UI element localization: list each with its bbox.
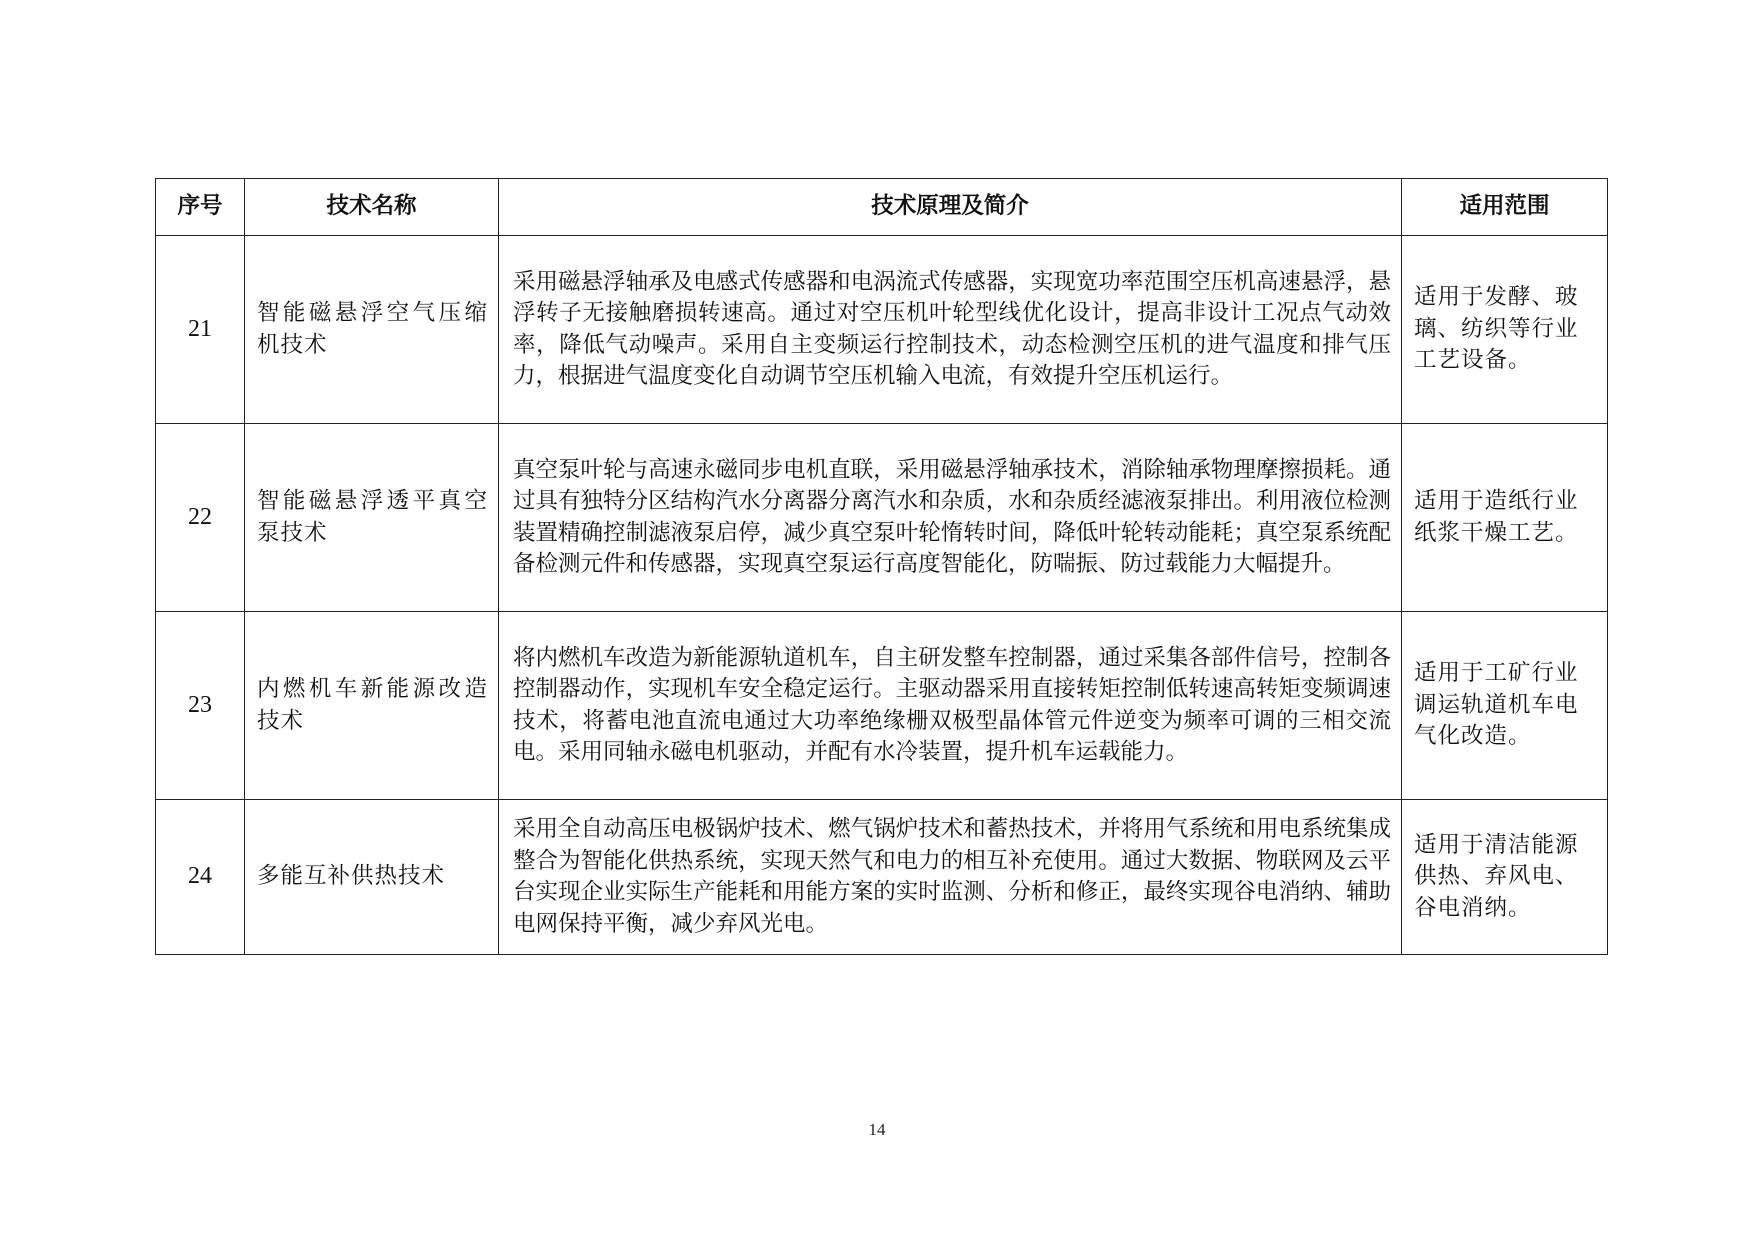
table-row	[156, 800, 1608, 955]
row-description: 真空泵叶轮与高速永磁同步电机直联，采用磁悬浮轴承技术，消除轴承物理摩擦损耗。通过具有独特分区结构汽水分离器分离汽水和杂质，水和杂质经滤液泵排出。利用液位检测装置精确控制滤液泵启停，减少真空泵叶轮惰转时间，降低叶轮转动能耗；真空泵系统配备检测元件和传感器，实现真空泵运行高度智能化，防喘振、防过载能力大幅提升。	[499, 424, 1402, 612]
technology-table	[155, 178, 1608, 955]
row-applicable-scope: 适用于工矿行业调运轨道机车电气化改造。	[1402, 612, 1608, 800]
table-body	[156, 236, 1608, 955]
row-applicable-scope: 适用于发酵、玻璃、纺织等行业工艺设备。	[1402, 236, 1608, 424]
table-row	[156, 612, 1608, 800]
row-description: 采用磁悬浮轴承及电感式传感器和电涡流式传感器，实现宽功率范围空压机高速悬浮，悬浮转子无接触磨损转速高。通过对空压机叶轮型线优化设计，提高非设计工况点气动效率，降低气动噪声。采用自主变频运行控制技术，动态检测空压机的进气温度和排气压力，根据进气温度变化自动调节空压机输入电流，有效提升空压机运行。	[499, 236, 1402, 424]
row-serial-number: 24	[156, 800, 245, 955]
row-applicable-scope: 适用于清洁能源供热、弃风电、谷电消纳。	[1402, 800, 1608, 955]
row-serial-number: 22	[156, 424, 245, 612]
header-principle-description: 技术原理及简介	[499, 179, 1402, 236]
row-applicable-scope: 适用于造纸行业纸浆干燥工艺。	[1402, 424, 1608, 612]
header-serial-number: 序号	[156, 179, 245, 236]
header-row	[156, 179, 1608, 236]
header-applicable-scope: 适用范围	[1402, 179, 1608, 236]
row-description: 采用全自动高压电极锅炉技术、燃气锅炉技术和蓄热技术，并将用气系统和用电系统集成整合为智能化供热系统，实现天然气和电力的相互补充使用。通过大数据、物联网及云平台实现企业实际生产能耗和用能方案的实时监测、分析和修正，最终实现谷电消纳、辅助电网保持平衡，减少弃风光电。	[499, 800, 1402, 955]
table-row	[156, 424, 1608, 612]
row-technology-name: 多能互补供热技术	[245, 800, 499, 955]
page-number: 14	[868, 1120, 886, 1139]
row-serial-number: 21	[156, 236, 245, 424]
row-technology-name: 智能磁悬浮空气压缩机技术	[245, 236, 499, 424]
row-technology-name: 智能磁悬浮透平真空泵技术	[245, 424, 499, 612]
row-serial-number: 23	[156, 612, 245, 800]
row-technology-name: 内燃机车新能源改造技术	[245, 612, 499, 800]
table-row	[156, 236, 1608, 424]
table-header	[156, 179, 1608, 236]
header-technology-name: 技术名称	[245, 179, 499, 236]
row-description: 将内燃机车改造为新能源轨道机车，自主研发整车控制器，通过采集各部件信号，控制各控制器动作，实现机车安全稳定运行。主驱动器采用直接转矩控制低转速高转矩变频调速技术，将蓄电池直流电通过大功率绝缘栅双极型晶体管元件逆变为频率可调的三相交流电。采用同轴永磁电机驱动，并配有水冷装置，提升机车运载能力。	[499, 612, 1402, 800]
